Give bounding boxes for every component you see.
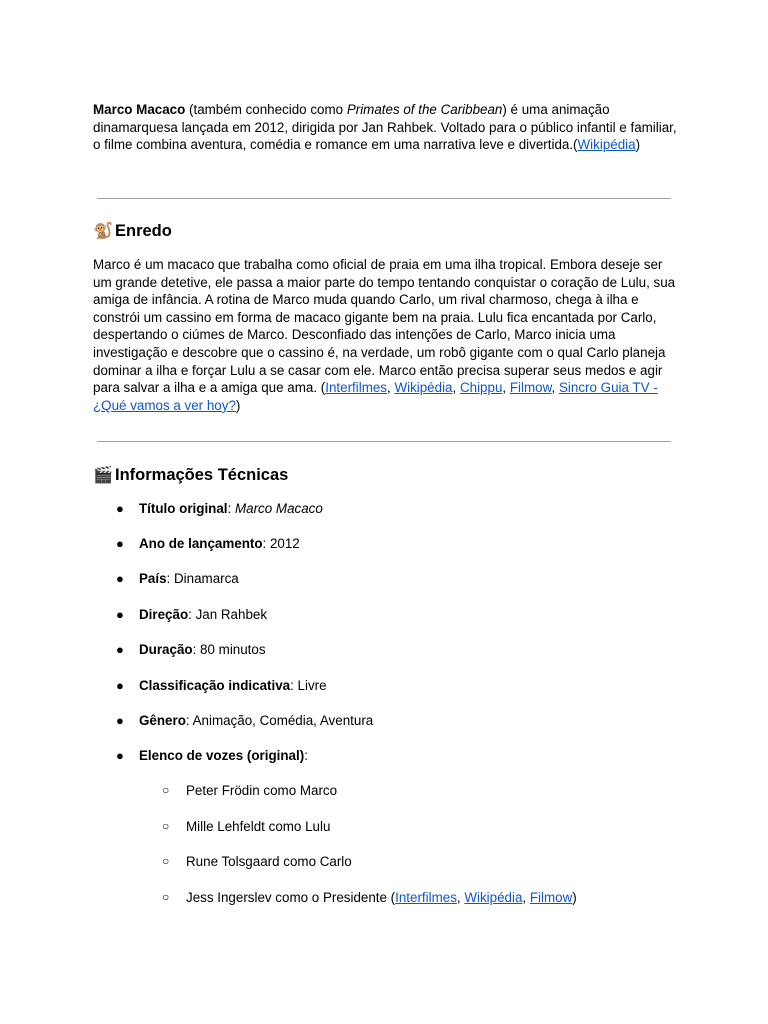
plot-text: Marco é um macaco que trabalha como oficial de praia em uma ilha tropical. Embora deseje ser um grande detetive, ele passa a maior parte do tempo tentando conquistar o coração de Lulu, sua amiga de infância. A rotina de Marco muda quando Carlo, um rival charmoso, chega à ilha e constrói um cassino em forma de macaco gigante bem na praia. Lulu fica encantada por Carlo, despertando o ciúmes de Marco. Desconfiado das intenções de Carlo, Marco inicia uma investigação e descobre que o cassino é, na verdade, um robô gigante com o qual Carlo planeja dominar a ilha e forçar Lulu a se casar com ele. Marco então precisa superar seus medos e agir para salvar a ilha e a amiga que ama. ( — [93, 257, 676, 396]
intro-text-c: ) — [635, 137, 641, 153]
hollow-bullet-icon: ○ — [162, 854, 170, 868]
plot-heading — [93, 221, 172, 242]
plot-text-close: ) — [235, 397, 241, 413]
list-item-original-title: ● Título original: Marco Macaco — [116, 501, 323, 516]
plot-link-interfilmes[interactable]: Interfilmes — [325, 380, 387, 396]
tech-heading-text: Informações Técnicas — [115, 466, 289, 484]
plot-link-sincro-guia-tv[interactable]: Sincro Guia TV - ¿Qué vamos a ver hoy? — [93, 380, 658, 413]
plot-link-separator: , — [387, 380, 395, 396]
bullet-icon: ● — [116, 571, 124, 586]
bullet-icon: ● — [116, 678, 124, 693]
list-item-country: ● País: Dinamarca — [116, 571, 239, 586]
section-divider — [97, 198, 671, 199]
intro-title: Marco Macaco — [93, 102, 186, 117]
bullet-icon: ● — [116, 748, 124, 763]
plot-link-chippu[interactable]: Chippu — [459, 380, 503, 396]
list-item-rating: ● Classificação indicativa: Livre — [116, 678, 327, 693]
cast-link-filmow[interactable]: Filmow — [529, 890, 573, 905]
bullet-icon: ● — [116, 713, 124, 728]
intro-link-wikipedia[interactable]: Wikipédia — [577, 137, 636, 153]
bullet-icon: ● — [116, 501, 124, 516]
cast-item: ○ Rune Tolsgaard como Carlo — [162, 854, 352, 869]
section-divider — [97, 441, 671, 442]
bullet-icon: ● — [116, 607, 124, 622]
plot-link-wikipedia[interactable]: Wikipédia — [394, 380, 453, 396]
intro-text-b: ) é uma animação dinamarquesa lançada em 2012, dirigida por Jan Rahbek. Voltado para o público infantil e familiar, o filme combina aventura, comédia e romance em uma narrativa leve e divertida.( — [93, 102, 677, 153]
cast-link-interfilmes[interactable]: Interfilmes — [395, 890, 457, 905]
tech-heading — [93, 465, 288, 486]
hollow-bullet-icon: ○ — [162, 783, 170, 797]
cast-item: ○ Jess Ingerslev como o Presidente (Interfilmes, Wikipédia, Filmow) — [162, 890, 577, 905]
plot-paragraph — [93, 256, 683, 414]
plot-link-separator: , — [502, 380, 510, 396]
list-item-voice-cast: ● Elenco de vozes (original): — [116, 748, 308, 763]
plot-link-separator: , — [452, 380, 460, 396]
cast-item: ○ Peter Frödin como Marco — [162, 783, 338, 798]
list-item-genre: ● Gênero: Animação, Comédia, Aventura — [116, 713, 374, 728]
cast-item: ○ Mille Lehfeldt como Lulu — [162, 819, 331, 834]
intro-alt-title: Primates of the Caribbean — [346, 102, 503, 117]
bullet-icon: ● — [116, 642, 124, 657]
intro-text-a: (também conhecido como — [185, 102, 347, 117]
plot-link-separator: , — [551, 380, 559, 396]
hollow-bullet-icon: ○ — [162, 890, 170, 904]
plot-link-filmow[interactable]: Filmow — [509, 380, 552, 396]
list-item-release-year: ● Ano de lançamento: 2012 — [116, 536, 300, 551]
list-item-duration: ● Duração: 80 minutos — [116, 642, 266, 657]
cast-link-wikipedia[interactable]: Wikipédia — [464, 890, 523, 905]
clapperboard-icon: 🎬 — [93, 467, 113, 484]
intro-paragraph — [93, 101, 683, 154]
plot-heading-text: Enredo — [115, 222, 172, 240]
bullet-icon: ● — [116, 536, 124, 551]
hollow-bullet-icon: ○ — [162, 819, 170, 833]
monkey-icon: 🐒 — [93, 223, 113, 240]
list-item-director: ● Direção: Jan Rahbek — [116, 607, 268, 622]
